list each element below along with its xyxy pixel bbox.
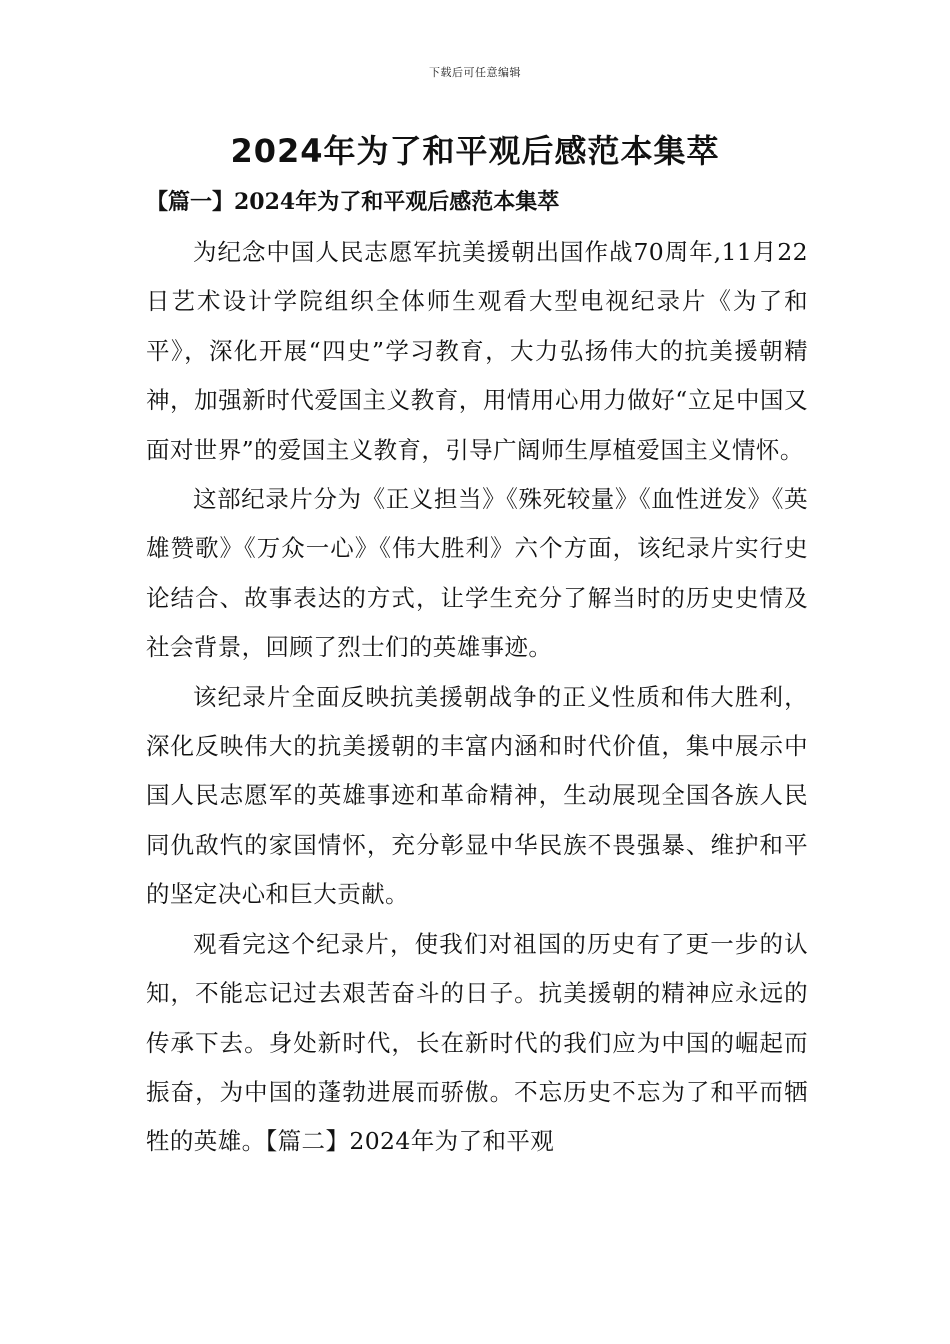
document-title: 2024年为了和平观后感范本集萃: [230, 132, 720, 170]
paragraph: 为纪念中国人民志愿军抗美援朝出国作战70周年,11月22日艺术设计学院组织全体师生观看大型电视纪录片《为了和平》，深化开展“四史”学习教育，大力弘扬伟大的抗美援朝精神，加强新时代爱国主义教育，用情用心用力做好“立足中国又面对世界”的爱国主义教育，引导广阔师生厚植爱国主义情怀。: [146, 238, 808, 464]
paragraph: 这部纪录片分为《正义担当》《殊死较量》《血性迸发》《英雄赞歌》《万众一心》《伟大胜利》六个方面，该纪录片实行史论结合、故事表达的方式，让学生充分了解当时的历史史情及社会背景，回顾了烈士们的英雄事迹。: [146, 485, 808, 662]
body-text: [146, 228, 808, 1167]
section-heading: 【篇一】2024年为了和平观后感范本集萃: [146, 189, 560, 215]
paragraph: 该纪录片全面反映抗美援朝战争的正义性质和伟大胜利，深化反映伟大的抗美援朝的丰富内涵和时代价值，集中展示中国人民志愿军的英雄事迹和革命精神，生动展现全国各族人民同仇敌忾的家国情怀，充分彰显中华民族不畏强暴、维护和平的坚定决心和巨大贡献。: [146, 682, 808, 909]
paragraph: 观看完这个纪录片，使我们对祖国的历史有了更一步的认知，不能忘记过去艰苦奋斗的日子。抗美援朝的精神应永远的传承下去。身处新时代，长在新时代的我们应为中国的崛起而振奋，为中国的蓬勃进展而骄傲。不忘历史不忘为了和平而牺牲的英雄。【篇二】2024年为了和平观: [146, 929, 808, 1156]
header-note: 下载后可任意编辑: [429, 66, 521, 79]
